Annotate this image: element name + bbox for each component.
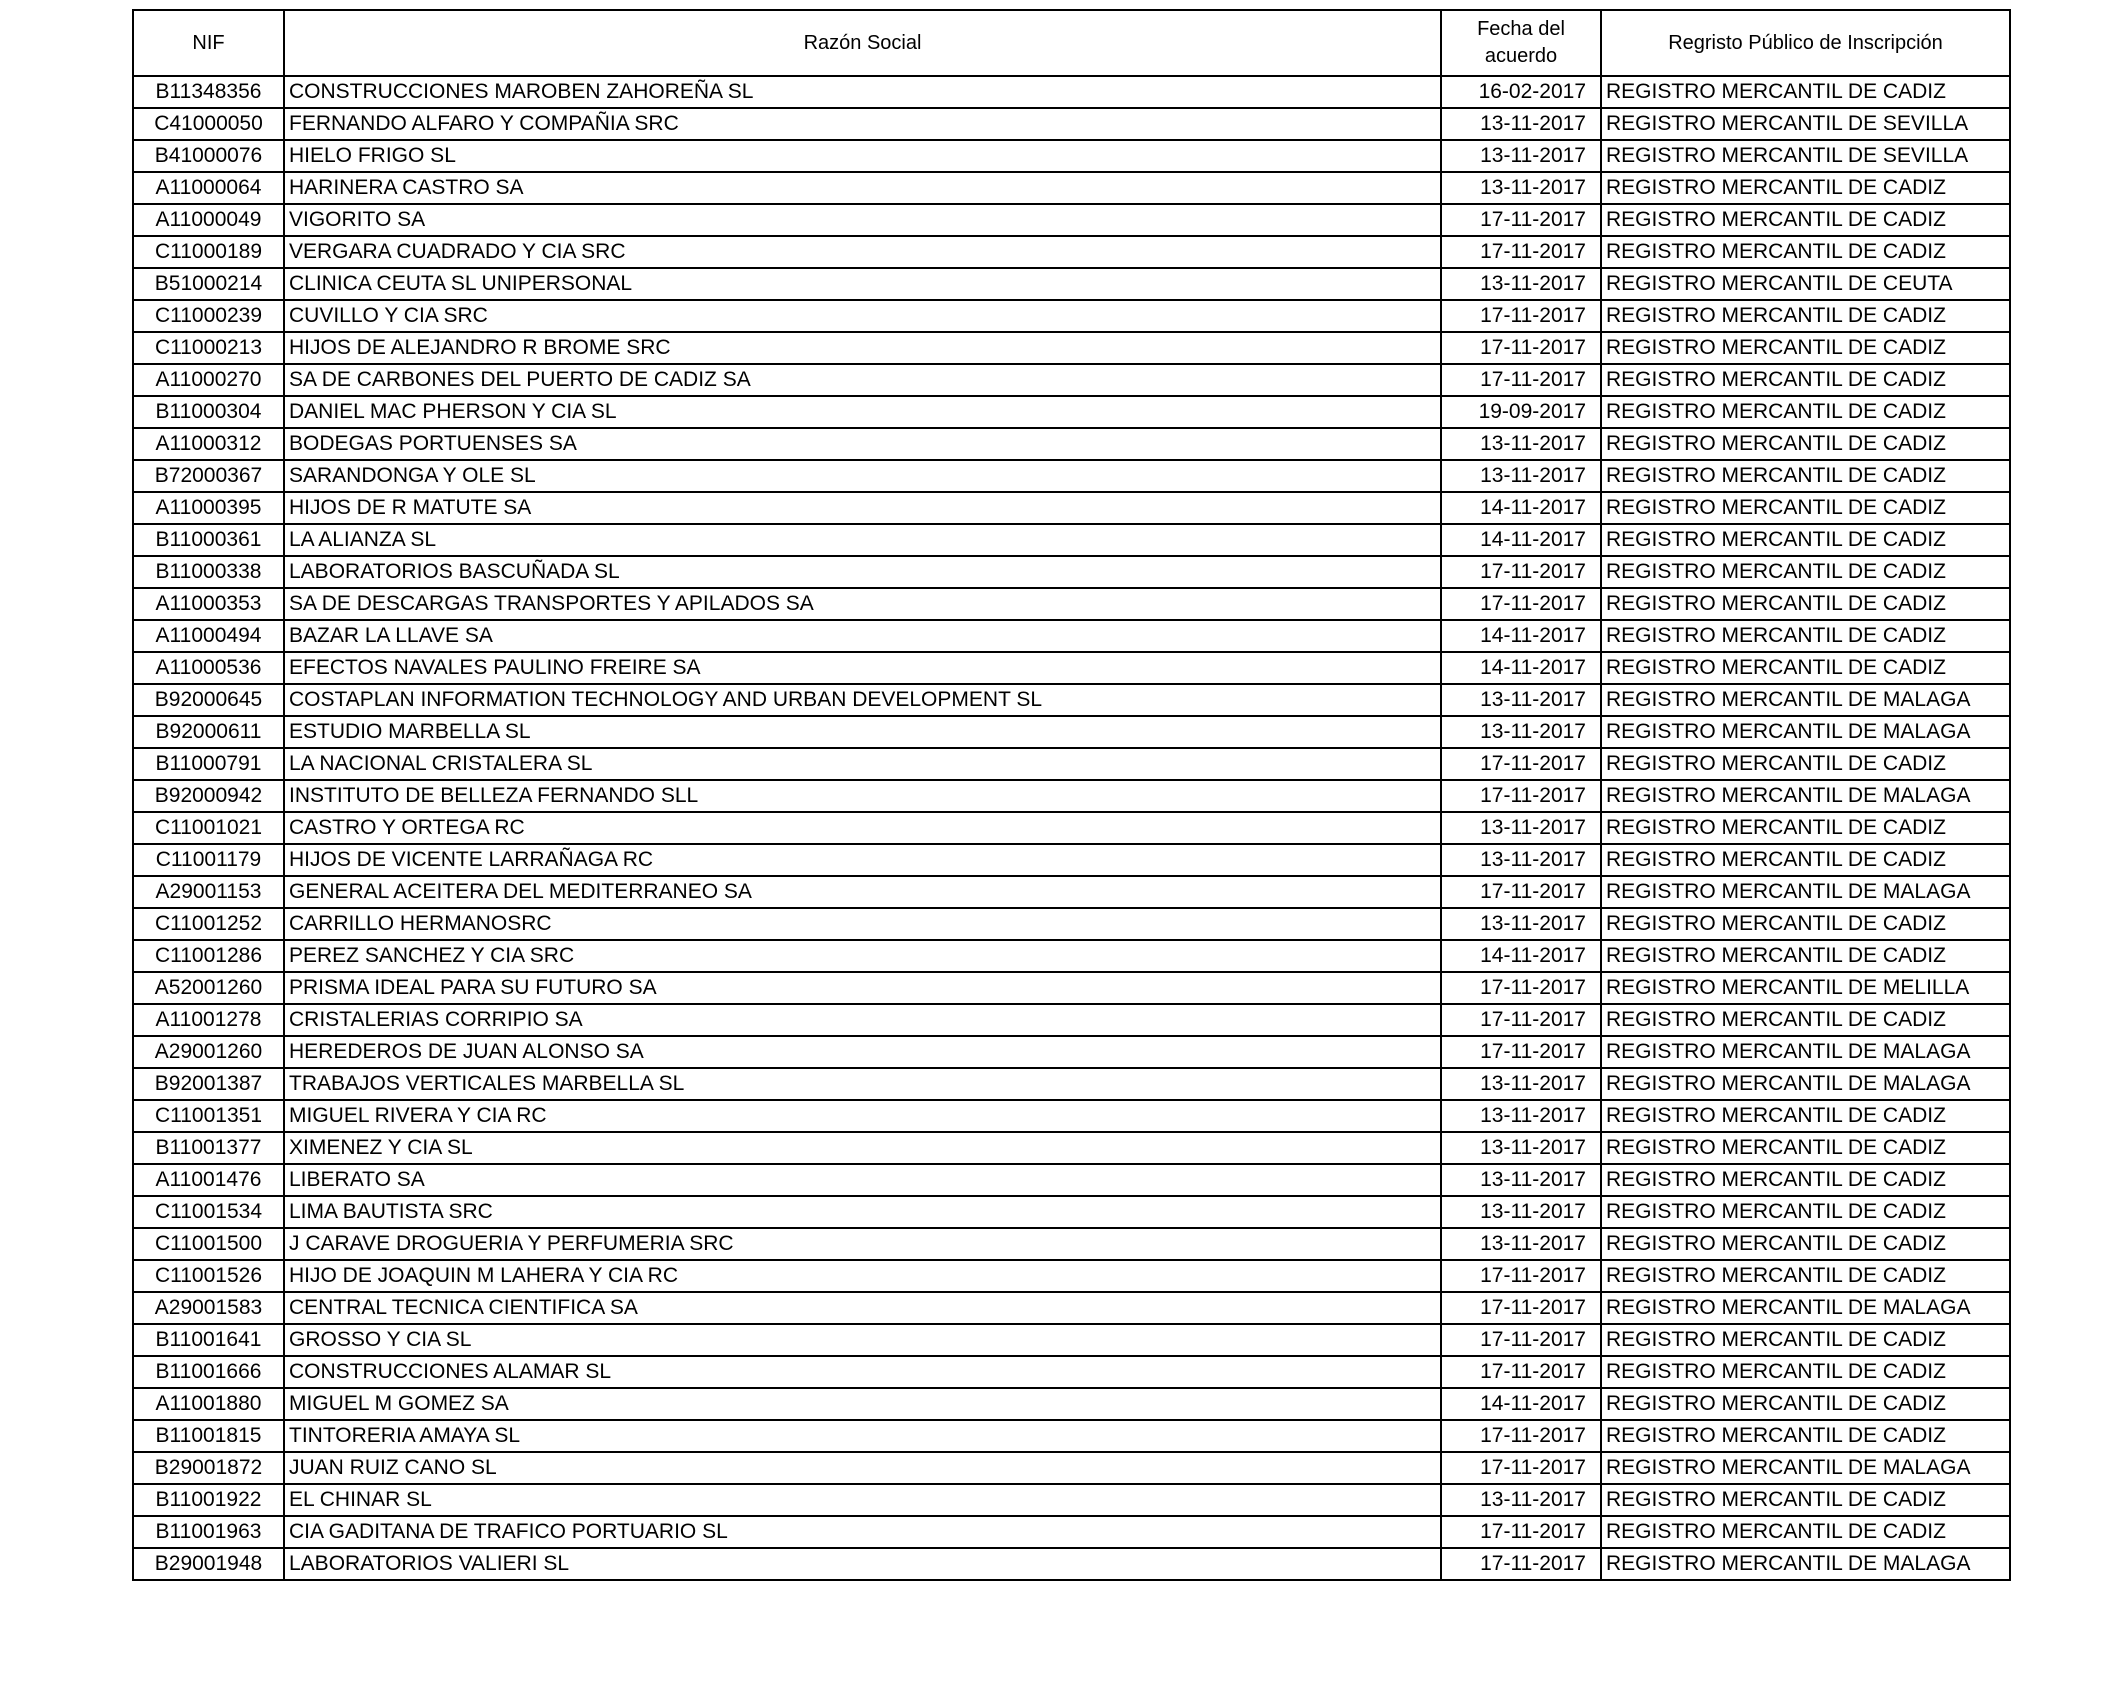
cell-registro-publico: REGISTRO MERCANTIL DE CADIZ (1601, 1388, 2010, 1420)
cell-nif: A11000049 (133, 204, 284, 236)
cell-razon-social: LABORATORIOS VALIERI SL (284, 1548, 1441, 1580)
cell-fecha-acuerdo: 16-02-2017 (1441, 76, 1601, 108)
cell-registro-publico: REGISTRO MERCANTIL DE MELILLA (1601, 972, 2010, 1004)
table-row (133, 108, 2010, 140)
cell-nif: A11000536 (133, 652, 284, 684)
cell-razon-social: LA NACIONAL CRISTALERA SL (284, 748, 1441, 780)
cell-fecha-acuerdo: 17-11-2017 (1441, 876, 1601, 908)
cell-fecha-acuerdo: 13-11-2017 (1441, 428, 1601, 460)
cell-fecha-acuerdo: 17-11-2017 (1441, 748, 1601, 780)
cell-fecha-acuerdo: 17-11-2017 (1441, 236, 1601, 268)
cell-registro-publico: REGISTRO MERCANTIL DE CADIZ (1601, 1484, 2010, 1516)
cell-registro-publico: REGISTRO MERCANTIL DE CADIZ (1601, 332, 2010, 364)
cell-nif: A11001476 (133, 1164, 284, 1196)
cell-registro-publico: REGISTRO MERCANTIL DE CADIZ (1601, 204, 2010, 236)
cell-razon-social: MIGUEL M GOMEZ SA (284, 1388, 1441, 1420)
table-row (133, 780, 2010, 812)
cell-fecha-acuerdo: 19-09-2017 (1441, 396, 1601, 428)
table-row (133, 1516, 2010, 1548)
cell-razon-social: ESTUDIO MARBELLA SL (284, 716, 1441, 748)
table-row (133, 236, 2010, 268)
cell-fecha-acuerdo: 13-11-2017 (1441, 140, 1601, 172)
cell-fecha-acuerdo: 13-11-2017 (1441, 908, 1601, 940)
cell-razon-social: CONSTRUCCIONES MAROBEN ZAHOREÑA SL (284, 76, 1441, 108)
cell-registro-publico: REGISTRO MERCANTIL DE CADIZ (1601, 748, 2010, 780)
cell-registro-publico: REGISTRO MERCANTIL DE CADIZ (1601, 588, 2010, 620)
table-row (133, 172, 2010, 204)
header-razon-social: Razón Social (284, 10, 1441, 76)
cell-fecha-acuerdo: 13-11-2017 (1441, 1100, 1601, 1132)
cell-razon-social: COSTAPLAN INFORMATION TECHNOLOGY AND URBAN DEVELOPMENT SL (284, 684, 1441, 716)
table-row (133, 1260, 2010, 1292)
cell-registro-publico: REGISTRO MERCANTIL DE CADIZ (1601, 460, 2010, 492)
cell-razon-social: LABORATORIOS BASCUÑADA SL (284, 556, 1441, 588)
table-row (133, 524, 2010, 556)
cell-registro-publico: REGISTRO MERCANTIL DE MALAGA (1601, 876, 2010, 908)
cell-fecha-acuerdo: 17-11-2017 (1441, 300, 1601, 332)
cell-registro-publico: REGISTRO MERCANTIL DE CADIZ (1601, 1164, 2010, 1196)
table-row (133, 268, 2010, 300)
cell-razon-social: HEREDEROS DE JUAN ALONSO SA (284, 1036, 1441, 1068)
cell-fecha-acuerdo: 13-11-2017 (1441, 1228, 1601, 1260)
cell-fecha-acuerdo: 17-11-2017 (1441, 588, 1601, 620)
table-row (133, 876, 2010, 908)
table-row (133, 1228, 2010, 1260)
cell-fecha-acuerdo: 14-11-2017 (1441, 652, 1601, 684)
table-row (133, 1548, 2010, 1580)
cell-registro-publico: REGISTRO MERCANTIL DE MALAGA (1601, 1036, 2010, 1068)
cell-fecha-acuerdo: 17-11-2017 (1441, 204, 1601, 236)
table-row (133, 748, 2010, 780)
cell-nif: B11001922 (133, 1484, 284, 1516)
cell-nif: B11001641 (133, 1324, 284, 1356)
cell-fecha-acuerdo: 14-11-2017 (1441, 620, 1601, 652)
cell-registro-publico: REGISTRO MERCANTIL DE CADIZ (1601, 1196, 2010, 1228)
cell-razon-social: CLINICA CEUTA SL UNIPERSONAL (284, 268, 1441, 300)
cell-fecha-acuerdo: 13-11-2017 (1441, 108, 1601, 140)
cell-fecha-acuerdo: 17-11-2017 (1441, 1452, 1601, 1484)
cell-razon-social: LIBERATO SA (284, 1164, 1441, 1196)
cell-razon-social: PRISMA IDEAL PARA SU FUTURO SA (284, 972, 1441, 1004)
cell-registro-publico: REGISTRO MERCANTIL DE MALAGA (1601, 684, 2010, 716)
cell-razon-social: CUVILLO Y CIA SRC (284, 300, 1441, 332)
table-row (133, 140, 2010, 172)
cell-nif: B92001387 (133, 1068, 284, 1100)
cell-razon-social: EL CHINAR SL (284, 1484, 1441, 1516)
cell-registro-publico: REGISTRO MERCANTIL DE CADIZ (1601, 620, 2010, 652)
header-fecha-acuerdo (1441, 10, 1601, 76)
cell-registro-publico: REGISTRO MERCANTIL DE CADIZ (1601, 1356, 2010, 1388)
cell-registro-publico: REGISTRO MERCANTIL DE MALAGA (1601, 1068, 2010, 1100)
cell-razon-social: SA DE CARBONES DEL PUERTO DE CADIZ SA (284, 364, 1441, 396)
cell-fecha-acuerdo: 17-11-2017 (1441, 1004, 1601, 1036)
cell-registro-publico: REGISTRO MERCANTIL DE CADIZ (1601, 236, 2010, 268)
cell-nif: B11000304 (133, 396, 284, 428)
cell-registro-publico: REGISTRO MERCANTIL DE CADIZ (1601, 396, 2010, 428)
cell-razon-social: LA ALIANZA SL (284, 524, 1441, 556)
table-row (133, 76, 2010, 108)
cell-nif: A29001153 (133, 876, 284, 908)
cell-razon-social: TRABAJOS VERTICALES MARBELLA SL (284, 1068, 1441, 1100)
cell-registro-publico: REGISTRO MERCANTIL DE CADIZ (1601, 1516, 2010, 1548)
cell-nif: B41000076 (133, 140, 284, 172)
table-row (133, 1388, 2010, 1420)
cell-registro-publico: REGISTRO MERCANTIL DE CADIZ (1601, 1132, 2010, 1164)
cell-razon-social: CRISTALERIAS CORRIPIO SA (284, 1004, 1441, 1036)
table-row (133, 460, 2010, 492)
cell-fecha-acuerdo: 14-11-2017 (1441, 940, 1601, 972)
table-row (133, 556, 2010, 588)
cell-registro-publico: REGISTRO MERCANTIL DE MALAGA (1601, 1292, 2010, 1324)
cell-registro-publico: REGISTRO MERCANTIL DE CADIZ (1601, 940, 2010, 972)
header-row (133, 10, 2010, 76)
cell-nif: C11000239 (133, 300, 284, 332)
table-row (133, 1452, 2010, 1484)
cell-razon-social: HIJOS DE VICENTE LARRAÑAGA RC (284, 844, 1441, 876)
cell-registro-publico: REGISTRO MERCANTIL DE CADIZ (1601, 1420, 2010, 1452)
table-row (133, 1068, 2010, 1100)
cell-nif: C11001534 (133, 1196, 284, 1228)
cell-razon-social: CARRILLO HERMANOSRC (284, 908, 1441, 940)
cell-nif: B11001377 (133, 1132, 284, 1164)
cell-nif: C11001500 (133, 1228, 284, 1260)
table-body (133, 76, 2010, 1580)
cell-razon-social: HIJOS DE ALEJANDRO R BROME SRC (284, 332, 1441, 364)
cell-registro-publico: REGISTRO MERCANTIL DE CADIZ (1601, 1324, 2010, 1356)
cell-fecha-acuerdo: 17-11-2017 (1441, 1516, 1601, 1548)
cell-fecha-acuerdo: 17-11-2017 (1441, 1292, 1601, 1324)
table-row (133, 364, 2010, 396)
cell-fecha-acuerdo: 17-11-2017 (1441, 1324, 1601, 1356)
cell-nif: B92000611 (133, 716, 284, 748)
cell-fecha-acuerdo: 13-11-2017 (1441, 684, 1601, 716)
cell-nif: A52001260 (133, 972, 284, 1004)
cell-registro-publico: REGISTRO MERCANTIL DE CADIZ (1601, 556, 2010, 588)
cell-nif: B51000214 (133, 268, 284, 300)
cell-fecha-acuerdo: 13-11-2017 (1441, 1164, 1601, 1196)
cell-fecha-acuerdo: 17-11-2017 (1441, 1356, 1601, 1388)
cell-fecha-acuerdo: 14-11-2017 (1441, 524, 1601, 556)
cell-razon-social: CASTRO Y ORTEGA RC (284, 812, 1441, 844)
cell-nif: C11001526 (133, 1260, 284, 1292)
cell-razon-social: HARINERA CASTRO SA (284, 172, 1441, 204)
cell-nif: B11001815 (133, 1420, 284, 1452)
header-registro-publico: Regristo Público de Inscripción (1601, 10, 2010, 76)
cell-razon-social: J CARAVE DROGUERIA Y PERFUMERIA SRC (284, 1228, 1441, 1260)
header-fecha-line2: acuerdo (1484, 45, 1558, 67)
cell-registro-publico: REGISTRO MERCANTIL DE CADIZ (1601, 1004, 2010, 1036)
cell-nif: C11001179 (133, 844, 284, 876)
cell-nif: B11001963 (133, 1516, 284, 1548)
cell-nif: B11348356 (133, 76, 284, 108)
table-row (133, 1196, 2010, 1228)
cell-nif: C11000189 (133, 236, 284, 268)
cell-fecha-acuerdo: 17-11-2017 (1441, 556, 1601, 588)
cell-registro-publico: REGISTRO MERCANTIL DE MALAGA (1601, 1548, 2010, 1580)
cell-razon-social: BODEGAS PORTUENSES SA (284, 428, 1441, 460)
cell-razon-social: HIJO DE JOAQUIN M LAHERA Y CIA RC (284, 1260, 1441, 1292)
table-row (133, 492, 2010, 524)
cell-nif: A29001583 (133, 1292, 284, 1324)
cell-registro-publico: REGISTRO MERCANTIL DE CADIZ (1601, 428, 2010, 460)
cell-registro-publico: REGISTRO MERCANTIL DE SEVILLA (1601, 108, 2010, 140)
table-row (133, 396, 2010, 428)
cell-fecha-acuerdo: 13-11-2017 (1441, 716, 1601, 748)
registry-table (132, 9, 2011, 1581)
table-row (133, 1420, 2010, 1452)
cell-fecha-acuerdo: 17-11-2017 (1441, 1036, 1601, 1068)
table-row (133, 332, 2010, 364)
cell-registro-publico: REGISTRO MERCANTIL DE CADIZ (1601, 364, 2010, 396)
cell-fecha-acuerdo: 13-11-2017 (1441, 1068, 1601, 1100)
cell-registro-publico: REGISTRO MERCANTIL DE CADIZ (1601, 844, 2010, 876)
table-row (133, 620, 2010, 652)
table-row (133, 1484, 2010, 1516)
table-row (133, 1100, 2010, 1132)
cell-registro-publico: REGISTRO MERCANTIL DE CEUTA (1601, 268, 2010, 300)
table-row (133, 204, 2010, 236)
table-row (133, 716, 2010, 748)
cell-nif: A11000494 (133, 620, 284, 652)
cell-razon-social: JUAN RUIZ CANO SL (284, 1452, 1441, 1484)
cell-fecha-acuerdo: 14-11-2017 (1441, 1388, 1601, 1420)
table-row (133, 1036, 2010, 1068)
cell-nif: A11001880 (133, 1388, 284, 1420)
cell-nif: C11001351 (133, 1100, 284, 1132)
cell-razon-social: VERGARA CUADRADO Y CIA SRC (284, 236, 1441, 268)
cell-fecha-acuerdo: 13-11-2017 (1441, 268, 1601, 300)
cell-registro-publico: REGISTRO MERCANTIL DE CADIZ (1601, 300, 2010, 332)
cell-nif: B11001666 (133, 1356, 284, 1388)
cell-fecha-acuerdo: 17-11-2017 (1441, 1260, 1601, 1292)
cell-nif: A29001260 (133, 1036, 284, 1068)
cell-registro-publico: REGISTRO MERCANTIL DE CADIZ (1601, 1228, 2010, 1260)
cell-registro-publico: REGISTRO MERCANTIL DE SEVILLA (1601, 140, 2010, 172)
cell-nif: B92000942 (133, 780, 284, 812)
cell-razon-social: CONSTRUCCIONES ALAMAR SL (284, 1356, 1441, 1388)
cell-nif: C11001252 (133, 908, 284, 940)
cell-razon-social: HIELO FRIGO SL (284, 140, 1441, 172)
cell-razon-social: BAZAR LA LLAVE SA (284, 620, 1441, 652)
cell-nif: C11000213 (133, 332, 284, 364)
cell-fecha-acuerdo: 13-11-2017 (1441, 1484, 1601, 1516)
cell-razon-social: INSTITUTO DE BELLEZA FERNANDO SLL (284, 780, 1441, 812)
table-row (133, 844, 2010, 876)
cell-nif: B92000645 (133, 684, 284, 716)
cell-razon-social: SA DE DESCARGAS TRANSPORTES Y APILADOS SA (284, 588, 1441, 620)
cell-nif: A11000312 (133, 428, 284, 460)
cell-registro-publico: REGISTRO MERCANTIL DE CADIZ (1601, 812, 2010, 844)
cell-registro-publico: REGISTRO MERCANTIL DE CADIZ (1601, 492, 2010, 524)
cell-razon-social: SARANDONGA Y OLE SL (284, 460, 1441, 492)
table-row (133, 1132, 2010, 1164)
cell-registro-publico: REGISTRO MERCANTIL DE MALAGA (1601, 1452, 2010, 1484)
cell-razon-social: CIA GADITANA DE TRAFICO PORTUARIO SL (284, 1516, 1441, 1548)
table-row (133, 972, 2010, 1004)
cell-nif: B72000367 (133, 460, 284, 492)
table-row (133, 684, 2010, 716)
cell-nif: A11000353 (133, 588, 284, 620)
cell-fecha-acuerdo: 13-11-2017 (1441, 812, 1601, 844)
cell-fecha-acuerdo: 14-11-2017 (1441, 492, 1601, 524)
table-row (133, 300, 2010, 332)
cell-registro-publico: REGISTRO MERCANTIL DE MALAGA (1601, 716, 2010, 748)
cell-nif: B29001872 (133, 1452, 284, 1484)
cell-nif: B11000791 (133, 748, 284, 780)
cell-fecha-acuerdo: 17-11-2017 (1441, 364, 1601, 396)
cell-razon-social: FERNANDO ALFARO Y COMPAÑIA SRC (284, 108, 1441, 140)
cell-nif: C11001286 (133, 940, 284, 972)
cell-registro-publico: REGISTRO MERCANTIL DE CADIZ (1601, 524, 2010, 556)
cell-razon-social: MIGUEL RIVERA Y CIA RC (284, 1100, 1441, 1132)
table-row (133, 940, 2010, 972)
table-row (133, 812, 2010, 844)
cell-razon-social: XIMENEZ Y CIA SL (284, 1132, 1441, 1164)
table-header (133, 10, 2010, 76)
cell-fecha-acuerdo: 13-11-2017 (1441, 1196, 1601, 1228)
cell-fecha-acuerdo: 17-11-2017 (1441, 1420, 1601, 1452)
cell-razon-social: DANIEL MAC PHERSON Y CIA SL (284, 396, 1441, 428)
cell-razon-social: LIMA BAUTISTA SRC (284, 1196, 1441, 1228)
cell-nif: B29001948 (133, 1548, 284, 1580)
table-row (133, 1356, 2010, 1388)
table-row (133, 1164, 2010, 1196)
cell-razon-social: GENERAL ACEITERA DEL MEDITERRANEO SA (284, 876, 1441, 908)
cell-razon-social: TINTORERIA AMAYA SL (284, 1420, 1441, 1452)
cell-razon-social: VIGORITO SA (284, 204, 1441, 236)
table-row (133, 908, 2010, 940)
cell-razon-social: HIJOS DE R MATUTE SA (284, 492, 1441, 524)
cell-razon-social: PEREZ SANCHEZ Y CIA SRC (284, 940, 1441, 972)
table-row (133, 1004, 2010, 1036)
header-fecha-line1: Fecha del (1477, 18, 1565, 40)
cell-nif: B11000338 (133, 556, 284, 588)
table-row (133, 1292, 2010, 1324)
table-row (133, 652, 2010, 684)
cell-nif: B11000361 (133, 524, 284, 556)
cell-fecha-acuerdo: 17-11-2017 (1441, 332, 1601, 364)
cell-registro-publico: REGISTRO MERCANTIL DE CADIZ (1601, 172, 2010, 204)
cell-nif: A11000064 (133, 172, 284, 204)
cell-nif: A11000395 (133, 492, 284, 524)
cell-registro-publico: REGISTRO MERCANTIL DE CADIZ (1601, 1260, 2010, 1292)
cell-nif: A11000270 (133, 364, 284, 396)
cell-fecha-acuerdo: 13-11-2017 (1441, 844, 1601, 876)
cell-fecha-acuerdo: 17-11-2017 (1441, 1548, 1601, 1580)
cell-razon-social: EFECTOS NAVALES PAULINO FREIRE SA (284, 652, 1441, 684)
cell-registro-publico: REGISTRO MERCANTIL DE CADIZ (1601, 76, 2010, 108)
cell-registro-publico: REGISTRO MERCANTIL DE CADIZ (1601, 652, 2010, 684)
cell-registro-publico: REGISTRO MERCANTIL DE CADIZ (1601, 1100, 2010, 1132)
header-nif: NIF (133, 10, 284, 76)
cell-fecha-acuerdo: 13-11-2017 (1441, 172, 1601, 204)
cell-fecha-acuerdo: 17-11-2017 (1441, 780, 1601, 812)
cell-razon-social: CENTRAL TECNICA CIENTIFICA SA (284, 1292, 1441, 1324)
cell-razon-social: GROSSO Y CIA SL (284, 1324, 1441, 1356)
table-row (133, 428, 2010, 460)
table-row (133, 1324, 2010, 1356)
cell-nif: C41000050 (133, 108, 284, 140)
table-row (133, 588, 2010, 620)
cell-nif: C11001021 (133, 812, 284, 844)
cell-registro-publico: REGISTRO MERCANTIL DE CADIZ (1601, 908, 2010, 940)
cell-nif: A11001278 (133, 1004, 284, 1036)
cell-fecha-acuerdo: 13-11-2017 (1441, 460, 1601, 492)
cell-fecha-acuerdo: 17-11-2017 (1441, 972, 1601, 1004)
cell-fecha-acuerdo: 13-11-2017 (1441, 1132, 1601, 1164)
cell-registro-publico: REGISTRO MERCANTIL DE MALAGA (1601, 780, 2010, 812)
